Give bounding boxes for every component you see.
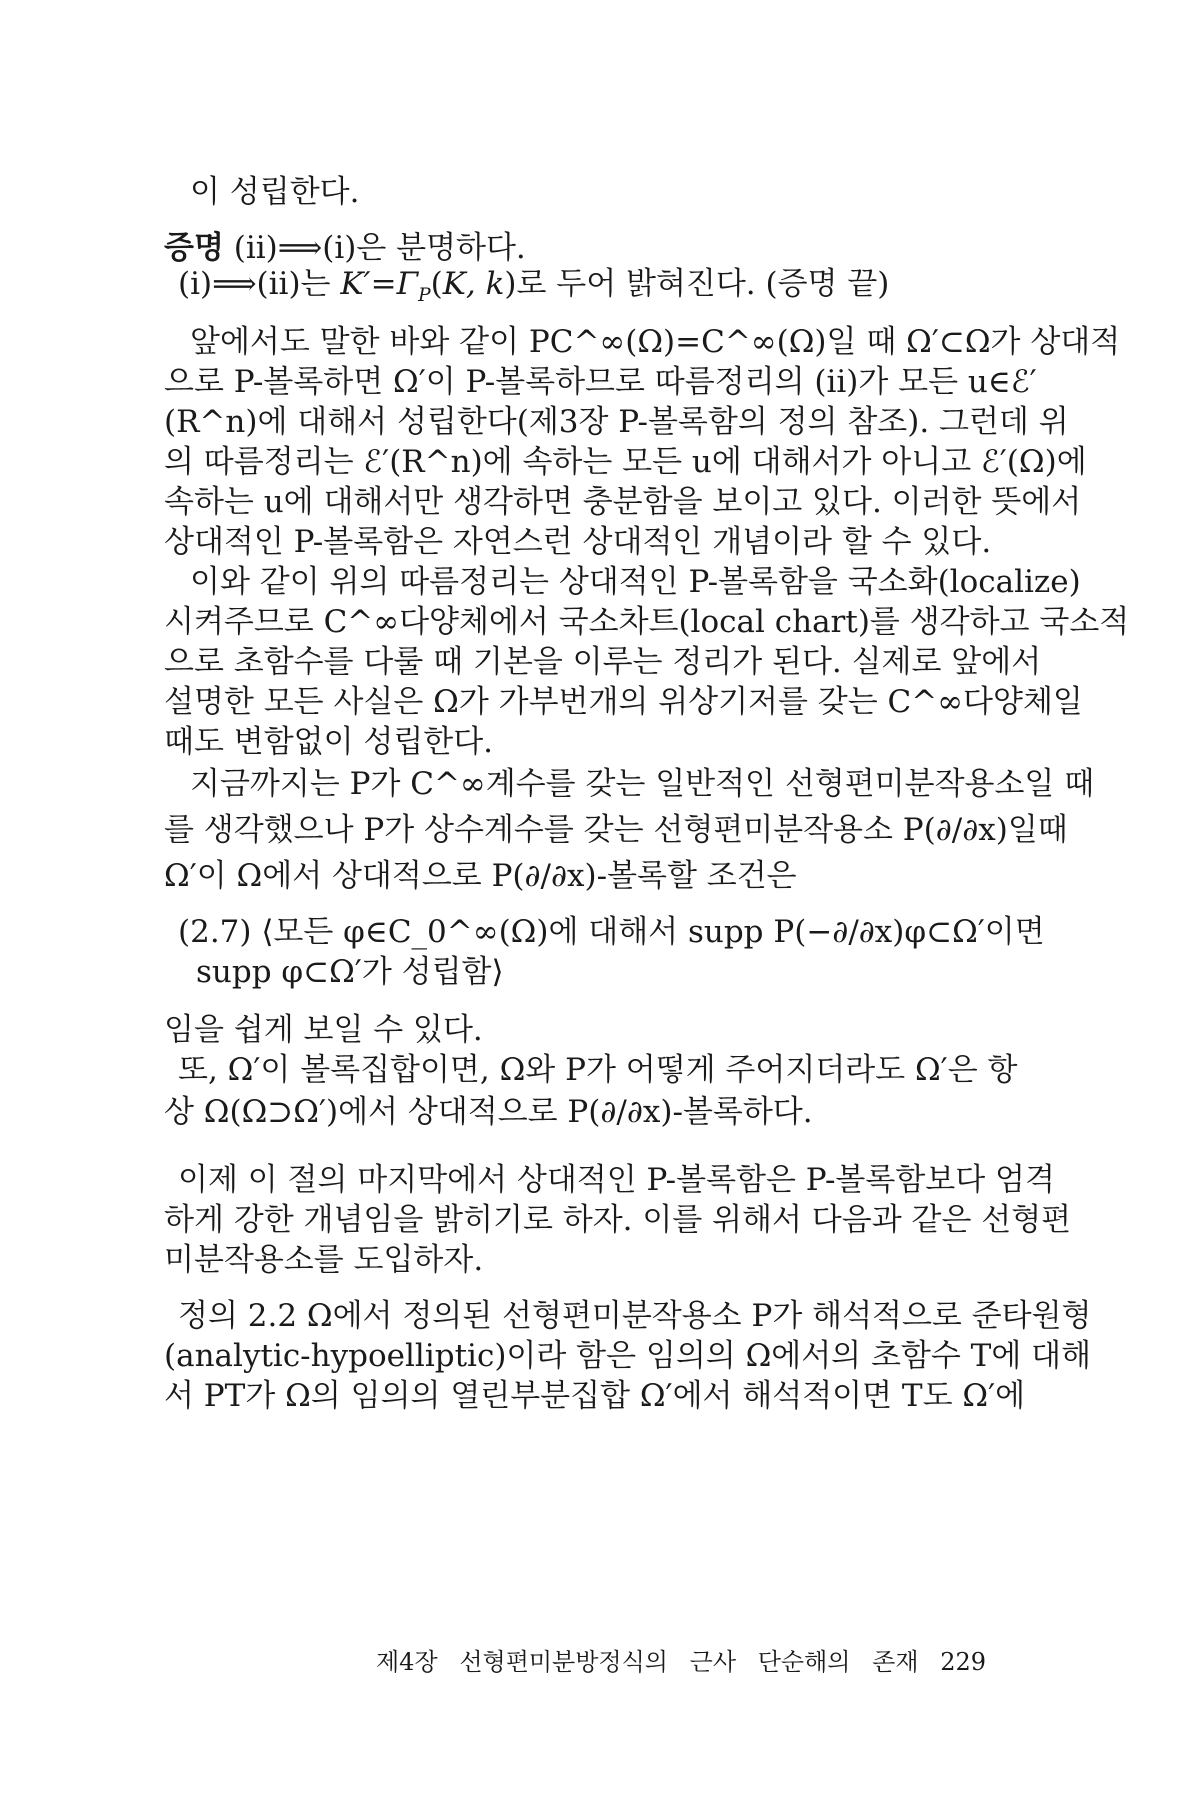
page-footer: 제4장 선형편미분방정식의 근사 단순해의 존재 229 <box>376 1648 986 1676</box>
paragraph-line: 상 Ω(Ω⊃Ω′)에서 상대적으로 P(∂/∂x)-볼록하다. <box>164 1094 813 1130</box>
paragraph-line: 의 따름정리는 ℰ′(R^n)에 속하는 모든 u에 대해서가 아니고 ℰ′(Ω)에 <box>164 444 1087 480</box>
definition-line: (analytic-hypoelliptic)이라 함은 임의의 Ω에서의 초함수 T에 대해 <box>164 1338 1092 1374</box>
paragraph-line: 앞에서도 말한 바와 같이 PC^∞(Ω)=C^∞(Ω)일 때 Ω′⊂Ω가 상대적 <box>190 324 1121 360</box>
paragraph-line: 상대적인 P-볼록함은 자연스런 상대적인 개념이라 할 수 있다. <box>164 524 992 560</box>
paragraph-line: 속하는 u에 대해서만 생각하면 충분함을 보이고 있다. 이러한 뜻에서 <box>164 484 1082 520</box>
paragraph-line: 때도 변함없이 성립한다. <box>164 724 494 760</box>
paragraph-line: (R^n)에 대해서 성립한다(제3장 P-볼록함의 정의 참조). 그런데 위 <box>164 404 1069 440</box>
proof-heading: 증명 <box>164 230 224 266</box>
paragraph-line: 이제 이 절의 마지막에서 상대적인 P-볼록함은 P-볼록함보다 엄격 <box>178 1162 1055 1198</box>
definition-2-2: 정의 2.2 Ω에서 정의된 선형편미분작용소 P가 해석적으로 준타원형 <box>178 1298 1092 1334</box>
proof-line-2: (i)⟹(ii)는 $K'=\Gamma_P(K$, k)로 두어 밝혀진다. (증명 끝) <box>178 266 890 307</box>
paragraph-line: 이와 같이 위의 따름정리는 상대적인 P-볼록함을 국소화(localize) <box>190 564 1081 600</box>
paragraph-line: 설명한 모든 사실은 Ω가 가부번개의 위상기저를 갖는 C^∞다양체일 <box>164 684 1083 720</box>
paragraph-line: 하게 강한 개념임을 밝히기로 하자. 이를 위해서 다음과 같은 선형편 <box>164 1202 1072 1238</box>
paragraph-line: 또, Ω′이 볼록집합이면, Ω와 P가 어떻게 주어지더라도 Ω′은 항 <box>178 1052 1018 1088</box>
paragraph-line: 으로 초함수를 다룰 때 기본을 이루는 정리가 된다. 실제로 앞에서 <box>164 644 1042 680</box>
condition-2-7: (2.7) ⟨모든 φ∈C_0^∞(Ω)에 대해서 supp P(−∂/∂x)φ⊂Ω′이면 <box>178 914 1045 950</box>
paragraph-line: 시켜주므로 C^∞다양체에서 국소차트(local chart)를 생각하고 국소적 <box>164 604 1130 640</box>
paragraph-line: 으로 P-볼록하면 Ω′이 P-볼록하므로 따름정리의 (ii)가 모든 u∈ℰ′ <box>164 364 1037 400</box>
paragraph-line: Ω′이 Ω에서 상대적으로 P(∂/∂x)-볼록할 조건은 <box>164 858 797 894</box>
condition-2-7-cont: supp φ⊂Ω′가 성립함⟩ <box>196 954 504 990</box>
paragraph-line: 지금까지는 P가 C^∞계수를 갖는 일반적인 선형편미분작용소일 때 <box>190 766 1095 802</box>
paragraph-line: 미분작용소를 도입하자. <box>164 1242 484 1278</box>
paragraph-line: 임을 쉽게 보일 수 있다. <box>164 1012 483 1048</box>
proof-line: 증명 (ii)⟹(i)은 분명하다. <box>164 230 526 266</box>
text-line-1: 이 성립한다. <box>190 174 360 210</box>
paragraph-line: 를 생각했으나 P가 상수계수를 갖는 선형편미분작용소 P(∂/∂x)일때 <box>164 812 1068 848</box>
definition-line: 서 PT가 Ω의 임의의 열린부분집합 Ω′에서 해석적이면 T도 Ω′에 <box>164 1378 1026 1414</box>
